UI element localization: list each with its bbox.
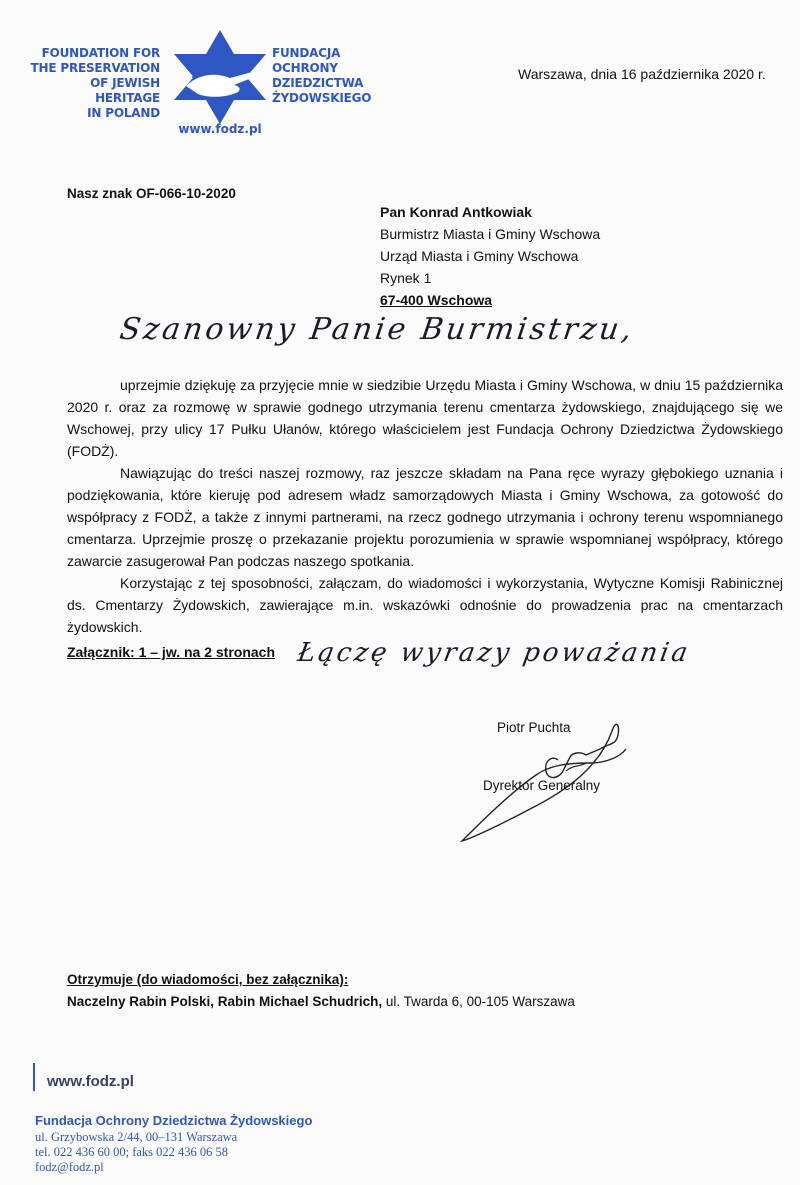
logo-line: ŻYDOWSKIEGO: [272, 91, 372, 105]
handwritten-closing: Łączę wyrazy poważania: [295, 638, 693, 668]
recipient-postal: 67-400 Wschowa: [380, 292, 493, 308]
footer-email[interactable]: fodz@fodz.pl: [35, 1160, 104, 1174]
body-paragraph: Nawiązując do treści naszej rozmowy, raz jeszcze składam na Pana ręce wyrazy głębokiego uznania i podziękowania, które kieruję pod adresem władz samorządowych Miasta i Gminy Wschowa, za gotowość do współpracy z FODŻ, a także z innymi partnerami, na rzecz godnego utrzymania i ochrony terenu wspomnianego cmentarza. Uprzejmie proszę o przekazanie projektu porozumienia w sprawie wspomnianej współpracy, którego zawarcie zasugerował Pan podczas naszego spotkania.: [67, 465, 783, 569]
attachment-note: Załącznik: 1 – jw. na 2 stronach: [67, 644, 275, 660]
footer-accent-bar: [33, 1063, 35, 1091]
logo-line: DZIEDZICTWA: [272, 76, 364, 90]
reference-number: Nasz znak OF-066-10-2020: [67, 186, 236, 201]
recipient-address: [380, 201, 600, 311]
logo-line: OF JEWISH HERITAGE: [90, 76, 160, 105]
star-of-david-hand-icon: [168, 28, 272, 126]
signer-name: Piotr Puchta: [497, 720, 571, 735]
footer-phone: tel. 022 436 60 00; faks 022 436 06 58: [35, 1145, 229, 1159]
recipient-office: Urząd Miasta i Gminy Wschowa: [380, 248, 579, 264]
logo-line: THE PRESERVATION: [30, 61, 160, 75]
recipient-title: Burmistrz Miasta i Gminy Wschowa: [380, 226, 601, 242]
body-paragraph: uprzejmie dziękuję za przyjęcie mnie w siedzibie Urzędu Miasta i Gminy Wschowa, w dniu 15 października 2020 r. oraz za rozmowę w sprawie godnego utrzymania terenu cmentarza żydowskiego, znajdującego się we Wschowej, przy ulicy 17 Pułku Ułanów, którego właścicielem jest Fundacja Ochrony Dziedzictwa Żydowskiego (FODŻ).: [67, 377, 783, 459]
recipient-street: Rynek 1: [380, 270, 432, 286]
logo-line: FUNDACJA: [272, 46, 341, 60]
footer-address: ul. Grzybowska 2/44, 00–131 Warszawa: [35, 1130, 238, 1144]
handwritten-salutation: Szanowny Panie Burmistrzu,: [117, 312, 637, 347]
logo-line: FOUNDATION FOR: [41, 46, 160, 60]
cc-recipient: [67, 994, 575, 1009]
logo-url[interactable]: www.fodz.pl: [178, 122, 262, 136]
footer-url[interactable]: www.fodz.pl: [47, 1073, 134, 1090]
logo-line: OCHRONY: [272, 61, 338, 75]
cc-heading: Otrzymuje (do wiadomości, bez załącznika):: [67, 972, 349, 987]
logo-line: IN POLAND: [87, 106, 160, 120]
logo-text-english: [28, 46, 160, 121]
cc-recipient-address: ul. Twarda 6, 00-105 Warszawa: [382, 994, 575, 1009]
logo-text-polish: [272, 46, 392, 106]
body-paragraph: Korzystając z tej sposobności, załączam, do wiadomości i wykorzystania, Wytyczne Komisji Rabinicznej ds. Cmentarzy Żydowskich, zawierające m.in. wskazówki odnośnie do prowadzenia prac na cmentarzach żydowskich.: [67, 575, 783, 635]
signer-title: Dyrektor Generalny: [483, 778, 601, 793]
letter-date: Warszawa, dnia 16 października 2020 r.: [518, 66, 766, 82]
footer-org-name: Fundacja Ochrony Dziedzictwa Żydowskiego: [35, 1113, 313, 1128]
cc-recipient-name: Naczelny Rabin Polski, Rabin Michael Schudrich,: [67, 994, 383, 1009]
recipient-name: Pan Konrad Antkowiak: [380, 204, 532, 220]
